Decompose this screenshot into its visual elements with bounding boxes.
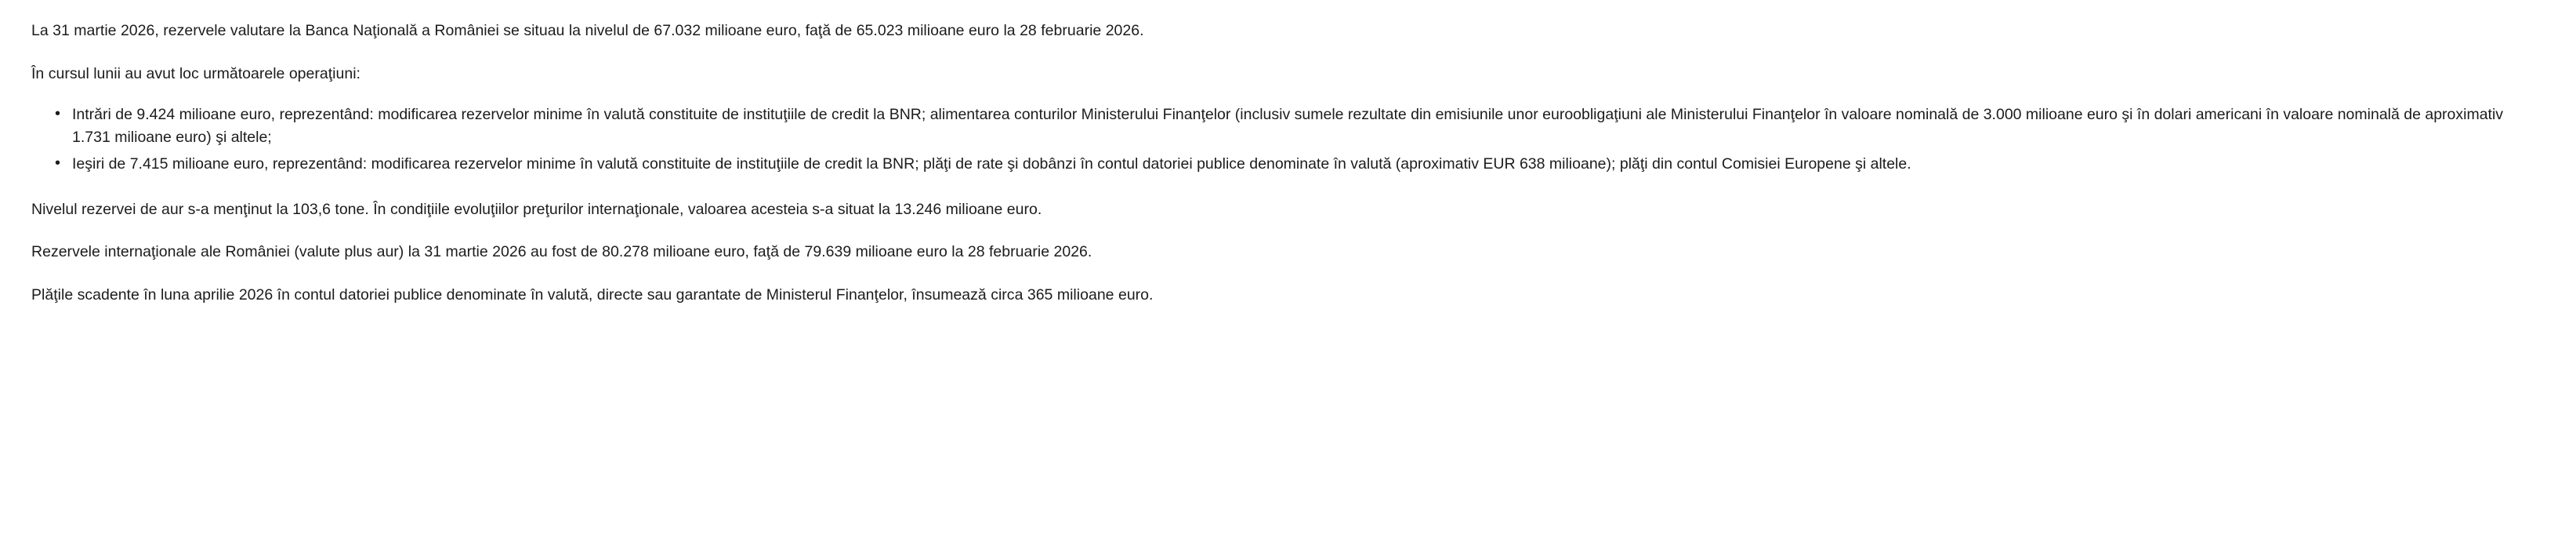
gold-reserve-paragraph: Nivelul rezervei de aur s-a menţinut la 103,6 tone. În condiţiile evoluţiilor preţurilor internaţionale, valoarea acesteia s-a situat la 13.246 milioane euro. [31,200,1042,218]
international-reserves-paragraph: Rezervele internaţionale ale României (valute plus aur) la 31 martie 2026 au fost de 80.278 milioane euro, faţă de 79.639 milioane euro la 28 februarie 2026. [31,243,1092,261]
intro-paragraph: La 31 martie 2026, rezervele valutare la Banca Naţională a României se situau la nivelul de 67.032 milioane euro, faţă de 65.023 milioane euro la 28 februarie 2026. [31,22,1144,39]
payments-due-paragraph: Plăţile scadente în luna aprilie 2026 în contul datoriei publice denominate în valută, directe sau garantate de Ministerul Finanţelor, însumează circa 365 milioane euro. [31,286,1154,304]
operations-list [31,104,2545,175]
list-item: • Ieşiri de 7.415 milioane euro, reprezentând: modificarea rezervelor minime în valută constituite de instituţiile de credit la BNR; plăţi de rate şi dobânzi în contul datoriei publice denominate în valută (aproximativ EUR 638 milioane); plăţi din contul Comisiei Europene şi altele. [72,153,2545,175]
operations-lead-paragraph: În cursul lunii au avut loc următoarele operaţiuni: [31,64,360,82]
list-item: • Intrări de 9.424 milioane euro, reprezentând: modificarea rezervelor minime în valută constituite de instituţiile de credit la BNR; alimentarea conturilor Ministerului Finanţelor (inclusiv sumele rezultate din emisiunile unor euroobligaţiuni ale Ministerului Finanţelor în valoare nominală de 3.000 milioane euro şi în dolari americani în valoare nominală de aproximativ 1.731 milioane euro) şi altele; [72,104,2545,148]
